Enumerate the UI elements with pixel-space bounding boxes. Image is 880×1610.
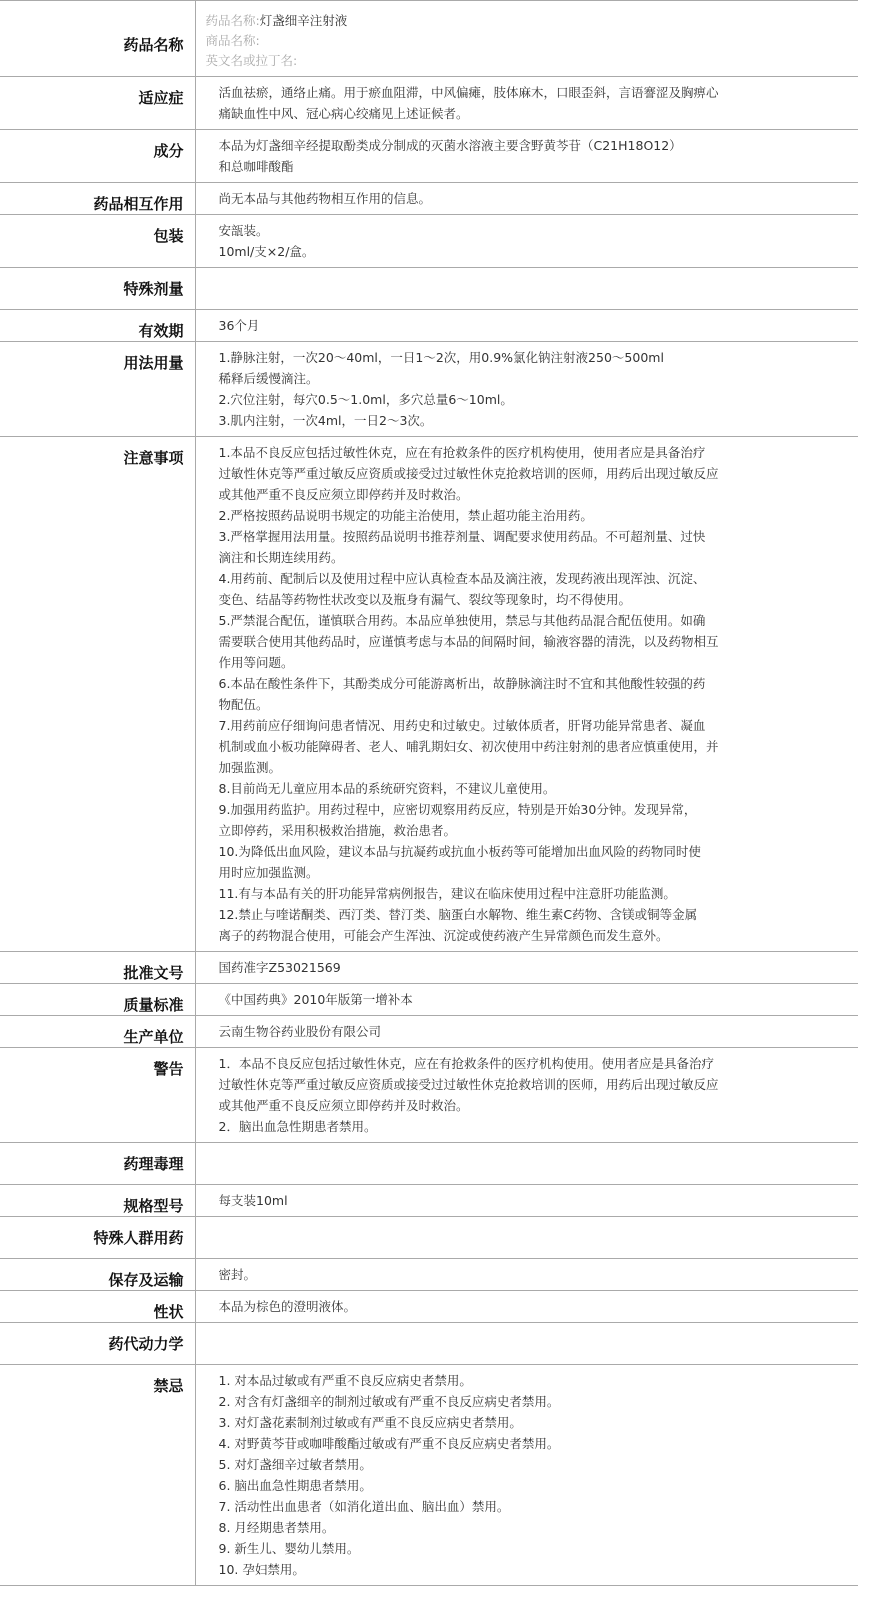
row-value [195, 1365, 858, 1586]
row-pharmacology [0, 1143, 858, 1185]
value-line: 2.穴位注射，每穴0.5～1.0ml，多穴总量6～10ml。 [218, 392, 513, 407]
value-line: 《中国药典》2010年版第一增补本 [218, 992, 413, 1007]
row-label: 包装 [0, 215, 195, 268]
row-package [0, 215, 858, 268]
value-line: 3.严格掌握用法用量。按照药品说明书推荐剂量、调配要求使用药品。不可超剂量、过快 [218, 529, 706, 544]
row-value [195, 215, 858, 268]
value-line: 密封。 [218, 1267, 257, 1282]
row-value [195, 1323, 858, 1365]
value-line: 本品为灯盏细辛经提取酚类成分制成的灭菌水溶液主要含野黄芩苷（C21H18O12） [218, 138, 682, 153]
row-label: 禁忌 [0, 1365, 195, 1586]
value-line: 12.禁止与喹诺酮类、西汀类、替汀类、脑蛋白水解物、维生素C药物、含镁或铜等金属 [218, 907, 698, 922]
row-value [195, 1143, 858, 1185]
row-label: 用法用量 [0, 342, 195, 437]
row-label: 性状 [0, 1291, 195, 1323]
value-line: 7. 活动性出血患者（如消化道出血、脑出血）禁用。 [218, 1499, 510, 1514]
row-value [195, 1291, 858, 1323]
row-label: 药品相互作用 [0, 183, 195, 215]
value-line: 本品为棕色的澄明液体。 [218, 1299, 357, 1314]
value-line: 3.肌内注射，一次4ml，一日2～3次。 [218, 413, 433, 428]
generic-name-prefix: 药品名称: [205, 13, 260, 28]
row-approval [0, 952, 858, 984]
generic-name-line [206, 11, 859, 31]
value-line: 物配伍。 [218, 697, 269, 712]
value-line: 9. 新生儿、婴幼儿禁用。 [218, 1541, 360, 1556]
value-line: 稀释后缓慢滴注。 [218, 371, 319, 386]
row-special-dose [0, 268, 858, 310]
row-label: 成分 [0, 130, 195, 183]
row-ingredients [0, 130, 858, 183]
value-line: 6. 脑出血急性期患者禁用。 [218, 1478, 372, 1493]
row-label: 药品名称 [0, 1, 195, 77]
row-value [195, 437, 858, 952]
value-line: 8. 月经期患者禁用。 [218, 1520, 335, 1535]
value-line: 和总咖啡酸酯 [218, 159, 294, 174]
value-line: 过敏性休克等严重过敏反应资质或接受过过敏性休克抢救培训的医师，用药后出现过敏反应 [218, 466, 719, 481]
row-label: 规格型号 [0, 1185, 195, 1217]
drug-info-table-body [0, 1, 858, 1586]
value-line: 需要联合使用其他药品时，应谨慎考虑与本品的间隔时间，输液容器的清洗，以及药物相互 [218, 634, 719, 649]
row-appearance [0, 1291, 858, 1323]
row-value [195, 268, 858, 310]
value-line: 云南生物谷药业股份有限公司 [218, 1024, 382, 1039]
value-line: 1.静脉注射，一次20～40ml，一日1～2次，用0.9%氯化钠注射液250～500ml [218, 350, 664, 365]
value-line: 8.目前尚无儿童应用本品的系统研究资料，不建议儿童使用。 [218, 781, 556, 796]
value-line: 36个月 [218, 318, 260, 333]
value-line: 过敏性休克等严重过敏反应资质或接受过过敏性休克抢救培训的医师，用药后出现过敏反应 [218, 1077, 719, 1092]
value-line: 加强监测。 [218, 760, 282, 775]
row-pharmacokinetics [0, 1323, 858, 1365]
row-dosage [0, 342, 858, 437]
row-label: 有效期 [0, 310, 195, 342]
row-label: 批准文号 [0, 952, 195, 984]
row-label: 药理毒理 [0, 1143, 195, 1185]
row-standard [0, 984, 858, 1016]
row-label: 特殊人群用药 [0, 1217, 195, 1259]
value-line: 2．脑出血急性期患者禁用。 [218, 1119, 377, 1134]
value-line: 离子的药物混合使用，可能会产生浑浊、沉淀或使药液产生异常颜色而发生意外。 [218, 928, 669, 943]
value-line: 2. 对含有灯盏细辛的制剂过敏或有严重不良反应病史者禁用。 [218, 1394, 560, 1409]
value-line: 3. 对灯盏花素制剂过敏或有严重不良反应病史者禁用。 [218, 1415, 522, 1430]
row-special-population [0, 1217, 858, 1259]
row-value [195, 1259, 858, 1291]
row-label: 生产单位 [0, 1016, 195, 1048]
value-line: 作用等问题。 [218, 655, 294, 670]
row-value [195, 1217, 858, 1259]
value-line: 或其他严重不良反应须立即停药并及时救治。 [218, 487, 469, 502]
row-label: 质量标准 [0, 984, 195, 1016]
row-indication [0, 77, 858, 130]
row-label: 适应症 [0, 77, 195, 130]
row-value [195, 183, 858, 215]
value-line: 5.严禁混合配伍，谨慎联合用药。本品应单独使用，禁忌与其他药品混合配伍使用。如确 [218, 613, 706, 628]
value-line: 1. 对本品过敏或有严重不良反应病史者禁用。 [218, 1373, 472, 1388]
value-line: 10.为降低出血风险，建议本品与抗凝药或抗血小板药等可能增加出血风险的药物同时使 [218, 844, 701, 859]
value-line: 9.加强用药监护。用药过程中，应密切观察用药反应，特别是开始30分钟。发现异常， [218, 802, 697, 817]
row-value [195, 130, 858, 183]
value-line: 安瓿装。 [218, 223, 269, 238]
value-line: 10. 孕妇禁用。 [218, 1562, 305, 1577]
value-line: 国药准字Z53021569 [218, 960, 341, 975]
row-value [195, 1185, 858, 1217]
value-line: 1.本品不良反应包括过敏性休克，应在有抢救条件的医疗机构使用，使用者应是具备治疗 [218, 445, 706, 460]
row-validity [0, 310, 858, 342]
row-value [195, 342, 858, 437]
value-line: 每支装10ml [218, 1193, 288, 1208]
value-line: 2.严格按照药品说明书规定的功能主治使用，禁止超功能主治用药。 [218, 508, 593, 523]
value-line: 活血祛瘀，通络止痛。用于瘀血阻滞，中风偏瘫，肢体麻木，口眼歪斜，言语謇涩及胸痹心 [218, 85, 719, 100]
row-manufacturer [0, 1016, 858, 1048]
row-storage [0, 1259, 858, 1291]
value-line: 6.本品在酸性条件下，其酚类成分可能游离析出，故静脉滴注时不宜和其他酸性较强的药 [218, 676, 706, 691]
row-value [195, 1016, 858, 1048]
row-label: 药代动力学 [0, 1323, 195, 1365]
value-line: 变色、结晶等药物性状改变以及瓶身有漏气、裂纹等现象时，均不得使用。 [218, 592, 632, 607]
value-line: 10ml/支×2/盒。 [218, 244, 315, 259]
value-line: 尚无本品与其他药物相互作用的信息。 [218, 191, 432, 206]
row-value [195, 310, 858, 342]
value-line: 7.用药前应仔细询问患者情况、用药史和过敏史。过敏体质者，肝肾功能异常患者、凝血 [218, 718, 706, 733]
value-line: 5. 对灯盏细辛过敏者禁用。 [218, 1457, 372, 1472]
value-line: 立即停药，采用积极救治措施，救治患者。 [218, 823, 457, 838]
value-line: 11.有与本品有关的肝功能异常病例报告，建议在临床使用过程中注意肝功能监测。 [218, 886, 676, 901]
row-label: 注意事项 [0, 437, 195, 952]
value-line: 机制或血小板功能障碍者、老人、哺乳期妇女、初次使用中药注射剂的患者应慎重使用，并 [218, 739, 719, 754]
value-line: 1．本品不良反应包括过敏性休克，应在有抢救条件的医疗机构使用。使用者应是具备治疗 [218, 1056, 714, 1071]
row-label: 警告 [0, 1048, 195, 1143]
value-line: 用时应加强监测。 [218, 865, 319, 880]
trade-name-prefix: 商品名称: [205, 33, 260, 48]
row-value [195, 1048, 858, 1143]
row-contraindications [0, 1365, 858, 1586]
row-label: 特殊剂量 [0, 268, 195, 310]
row-value [195, 984, 858, 1016]
name-values [195, 1, 858, 77]
english-name-prefix: 英文名或拉丁名: [205, 53, 298, 68]
value-line: 4.用药前、配制后以及使用过程中应认真检查本品及滴注液，发现药液出现浑浊、沉淀、 [218, 571, 706, 586]
row-value [195, 77, 858, 130]
value-line: 滴注和长期连续用药。 [218, 550, 344, 565]
row-interaction [0, 183, 858, 215]
row-warning [0, 1048, 858, 1143]
row-precautions [0, 437, 858, 952]
generic-name: 灯盏细辛注射液 [259, 13, 348, 28]
row-spec [0, 1185, 858, 1217]
row-drug-name [0, 1, 858, 77]
value-line: 痛缺血性中风、冠心病心绞痛见上述证候者。 [218, 106, 469, 121]
row-label: 保存及运输 [0, 1259, 195, 1291]
value-line: 或其他严重不良反应须立即停药并及时救治。 [218, 1098, 469, 1113]
value-line: 4. 对野黄芩苷或咖啡酸酯过敏或有严重不良反应病史者禁用。 [218, 1436, 560, 1451]
row-value [195, 952, 858, 984]
